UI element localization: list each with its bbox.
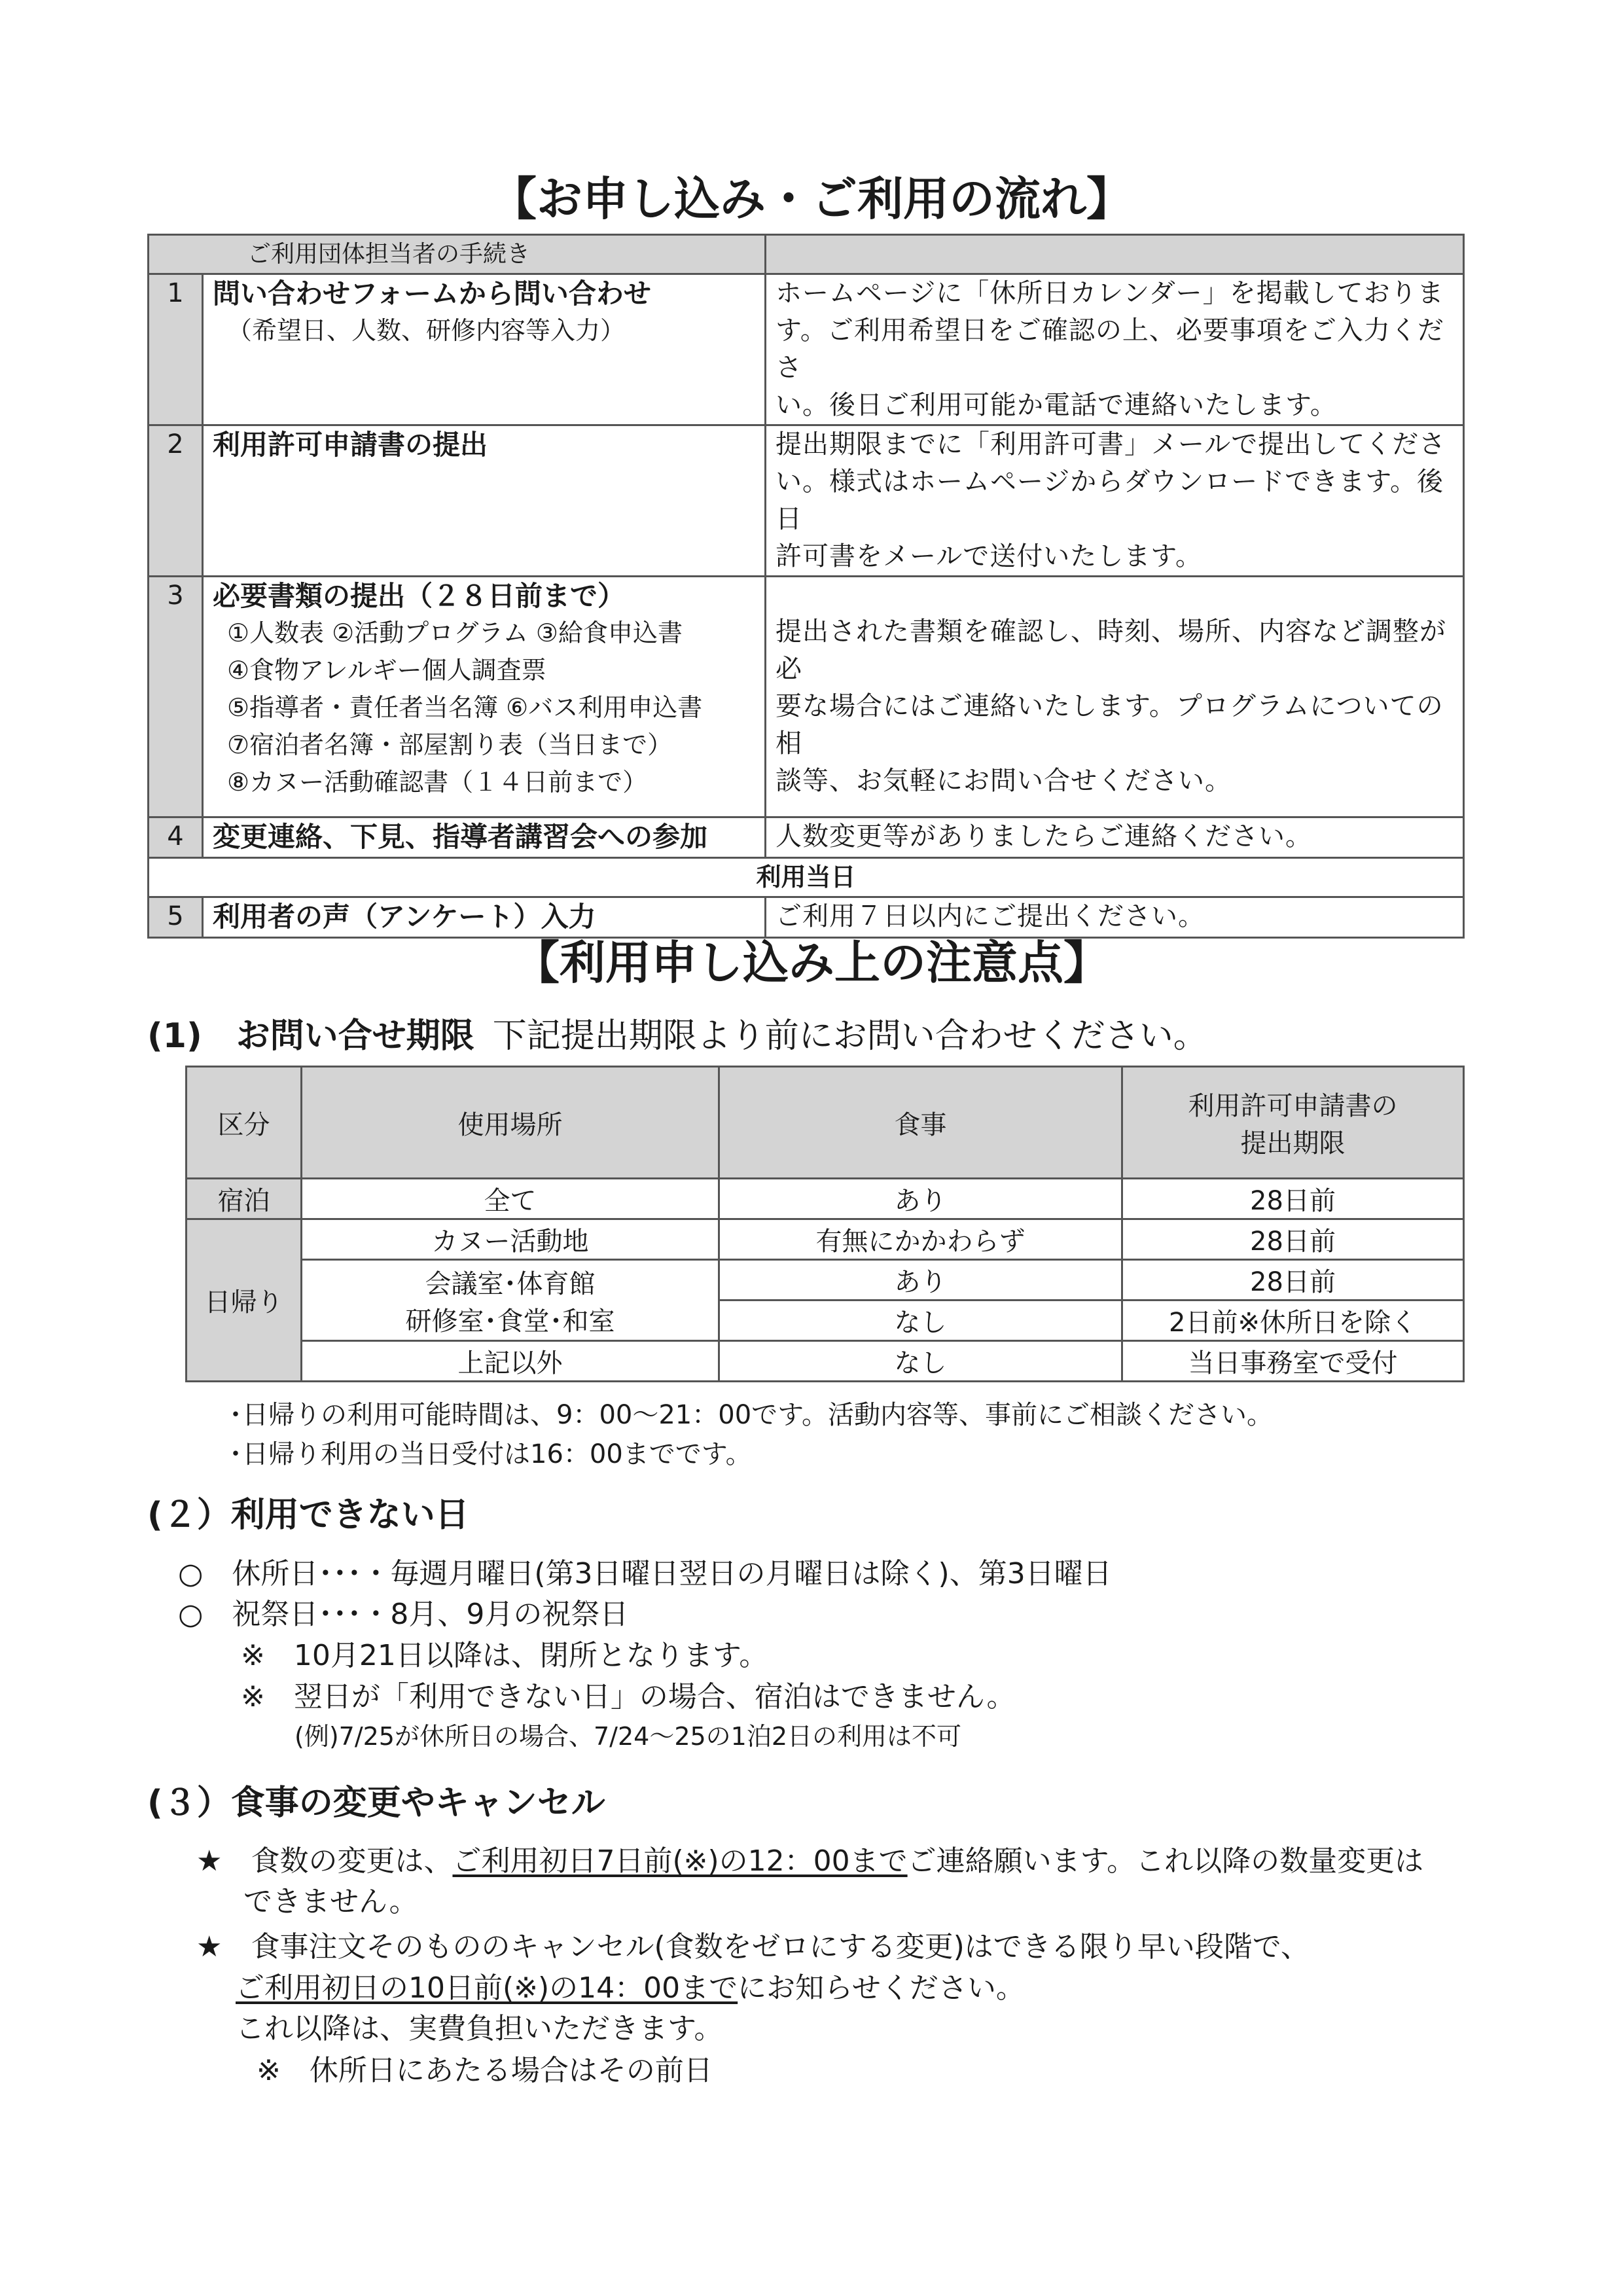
doc-item: ④食物アレルギー個人調査票: [227, 656, 546, 685]
underlined-deadline: ご利用初日7日前(※)の12：00まで: [452, 1844, 908, 1878]
doc-item: ⑤指導者・責任者当名簿 ⑥バス利用申込書: [227, 693, 703, 722]
doc-item: ⑧カヌー活動確認書（１４日前まで）: [227, 768, 648, 797]
meal-cancel-footnote: ※ 休所日にあたる場合はその前日: [257, 2054, 713, 2087]
step-number: 5: [149, 897, 203, 938]
cell-deadline: 28日前: [1122, 1219, 1464, 1260]
step-description: [766, 274, 1464, 425]
desc-line: す。ご利用希望日をご確認の上、必要事項をご入力くださ: [776, 315, 1444, 383]
day-of-use-label: 利用当日: [149, 858, 1464, 897]
cell-meal: なし: [719, 1300, 1122, 1341]
step-title: 利用者の声（アンケート）入力: [213, 901, 596, 933]
flow-table: [147, 234, 1465, 939]
cell-meal: なし: [719, 1341, 1122, 1382]
desc-line: い。様式はホームページからダウンロードできます。後日: [776, 467, 1444, 534]
step-cell: [203, 817, 766, 858]
section-1-note: 下記提出期限より前にお問い合わせください。: [492, 1016, 1207, 1056]
step-description: [766, 425, 1464, 577]
cell-meal: あり: [719, 1179, 1122, 1219]
cell-place: [302, 1260, 719, 1341]
cell-deadline: 2日前※休所日を除く: [1122, 1300, 1464, 1341]
cell-meal: あり: [719, 1260, 1122, 1300]
cell-meal: 有無にかかわらず: [719, 1219, 1122, 1260]
desc-line: ご利用７日以内にご提出ください。: [776, 901, 1205, 931]
desc-line: 談等、お気軽にお問い合せください。: [776, 766, 1232, 796]
notes-title: 【利用申し込み上の注意点】: [514, 936, 1109, 990]
header-deadline: [1122, 1067, 1464, 1179]
step-number: 2: [149, 425, 203, 577]
cell-place: 全て: [302, 1179, 719, 1219]
closed-day-item: ○ 祝祭日･･･・8月、9月の祝祭日: [178, 1598, 629, 1631]
step-description: [766, 577, 1464, 817]
place-line: 研修室･食堂･和室: [405, 1306, 615, 1336]
cell-place: 上記以外: [302, 1341, 719, 1382]
text-span: ご連絡願います。これ以降の数量変更は: [907, 1844, 1424, 1878]
desc-line: 要な場合にはご連絡いたします。プログラムについての相: [776, 691, 1444, 759]
closed-day-note: ※ 翌日が「利用できない日」の場合、宿泊はできません。: [241, 1680, 1016, 1713]
cell-deadline: 28日前: [1122, 1260, 1464, 1300]
section-1-heading: [147, 1008, 1207, 1057]
note-line: ･日帰りの利用可能時間は、9：00～21：00です。活動内容等、事前にご相談ください。: [229, 1400, 1273, 1430]
step-cell: [203, 425, 766, 577]
cell-place: カヌー活動地: [302, 1219, 719, 1260]
step-sub: （希望日、人数、研修内容等入力）: [227, 316, 626, 345]
header-category: 区分: [187, 1067, 302, 1179]
meal-cancel-deadline: [236, 1964, 1025, 2006]
flow-header-label: ご利用団体担当者の手続き: [149, 235, 766, 274]
step-title: 利用許可申請書の提出: [213, 429, 488, 461]
desc-line: 許可書をメールで送付いたします。: [776, 541, 1203, 571]
desc-line: ホームページに「休所日カレンダー」を掲載しておりま: [776, 278, 1444, 308]
meal-change-note-cont: できません。: [243, 1885, 418, 1918]
step-number: 1: [149, 274, 203, 425]
section-1-label: (1) お問い合せ期限: [147, 1016, 474, 1056]
cell-category: 宿泊: [187, 1179, 302, 1219]
cell-deadline: 当日事務室で受付: [1122, 1341, 1464, 1382]
text-span: ★ 食数の変更は、: [196, 1844, 453, 1878]
header-deadline-line2: 提出期限: [1240, 1128, 1346, 1158]
flow-title: 【お申し込み・ご利用の流れ】: [491, 172, 1132, 226]
meal-cancel-note: ★ 食事注文そのもののキャンセル(食数をゼロにする変更)はできる限り早い段階で、: [196, 1930, 1310, 1964]
desc-line: 提出された書類を確認し、時刻、場所、内容など調整が必: [776, 617, 1447, 684]
step-title: 必要書類の提出（２８日前まで）: [213, 580, 626, 612]
header-meal: 食事: [719, 1067, 1122, 1179]
section-2-heading: (２）利用できない日: [147, 1496, 469, 1535]
meal-cancel-cost: これ以降は、実費負担いただきます。: [236, 2012, 723, 2045]
cell-category: 日帰り: [187, 1219, 302, 1382]
closed-day-example: (例)7/25が休所日の場合、7/24～25の1泊2日の利用は不可: [294, 1722, 962, 1751]
place-line: 会議室･体育館: [425, 1268, 596, 1299]
header-place: 使用場所: [302, 1067, 719, 1179]
doc-item: ①人数表 ②活動プログラム ③給食申込書: [227, 619, 683, 647]
desc-line: 人数変更等がありましたらご連絡ください。: [776, 821, 1313, 852]
step-number: 4: [149, 817, 203, 858]
doc-item: ⑦宿泊者名簿・部屋割り表（当日まで）: [227, 730, 673, 759]
flow-header-empty: [766, 235, 1464, 274]
desc-line: い。後日ご利用可能か電話で連絡いたします。: [776, 390, 1337, 420]
closed-day-note: ※ 10月21日以降は、閉所となります。: [241, 1639, 768, 1672]
text-span: にお知らせください。: [738, 1971, 1025, 2005]
step-cell: [203, 577, 766, 817]
deadline-table: [185, 1066, 1465, 1382]
header-deadline-line1: 利用許可申請書の: [1188, 1091, 1398, 1121]
step-number: 3: [149, 577, 203, 817]
desc-line: 提出期限までに「利用許可書」メールで提出してくださ: [776, 429, 1446, 459]
step-cell: [203, 274, 766, 425]
meal-change-note: [196, 1837, 1423, 1879]
underlined-deadline: ご利用初日の10日前(※)の14：00まで: [236, 1971, 738, 2005]
section-3-heading: (３）食事の変更やキャンセル: [147, 1784, 605, 1823]
cell-deadline: 28日前: [1122, 1179, 1464, 1219]
closed-day-item: ○ 休所日･･･・毎週月曜日(第3日曜日翌日の月曜日は除く)、第3日曜日: [178, 1557, 1112, 1590]
step-title: 問い合わせフォームから問い合わせ: [213, 278, 651, 310]
step-title: 変更連絡、下見、指導者講習会への参加: [213, 821, 708, 853]
step-description: [766, 817, 1464, 858]
note-line: ･日帰り利用の当日受付は16：00までです。: [229, 1439, 752, 1469]
